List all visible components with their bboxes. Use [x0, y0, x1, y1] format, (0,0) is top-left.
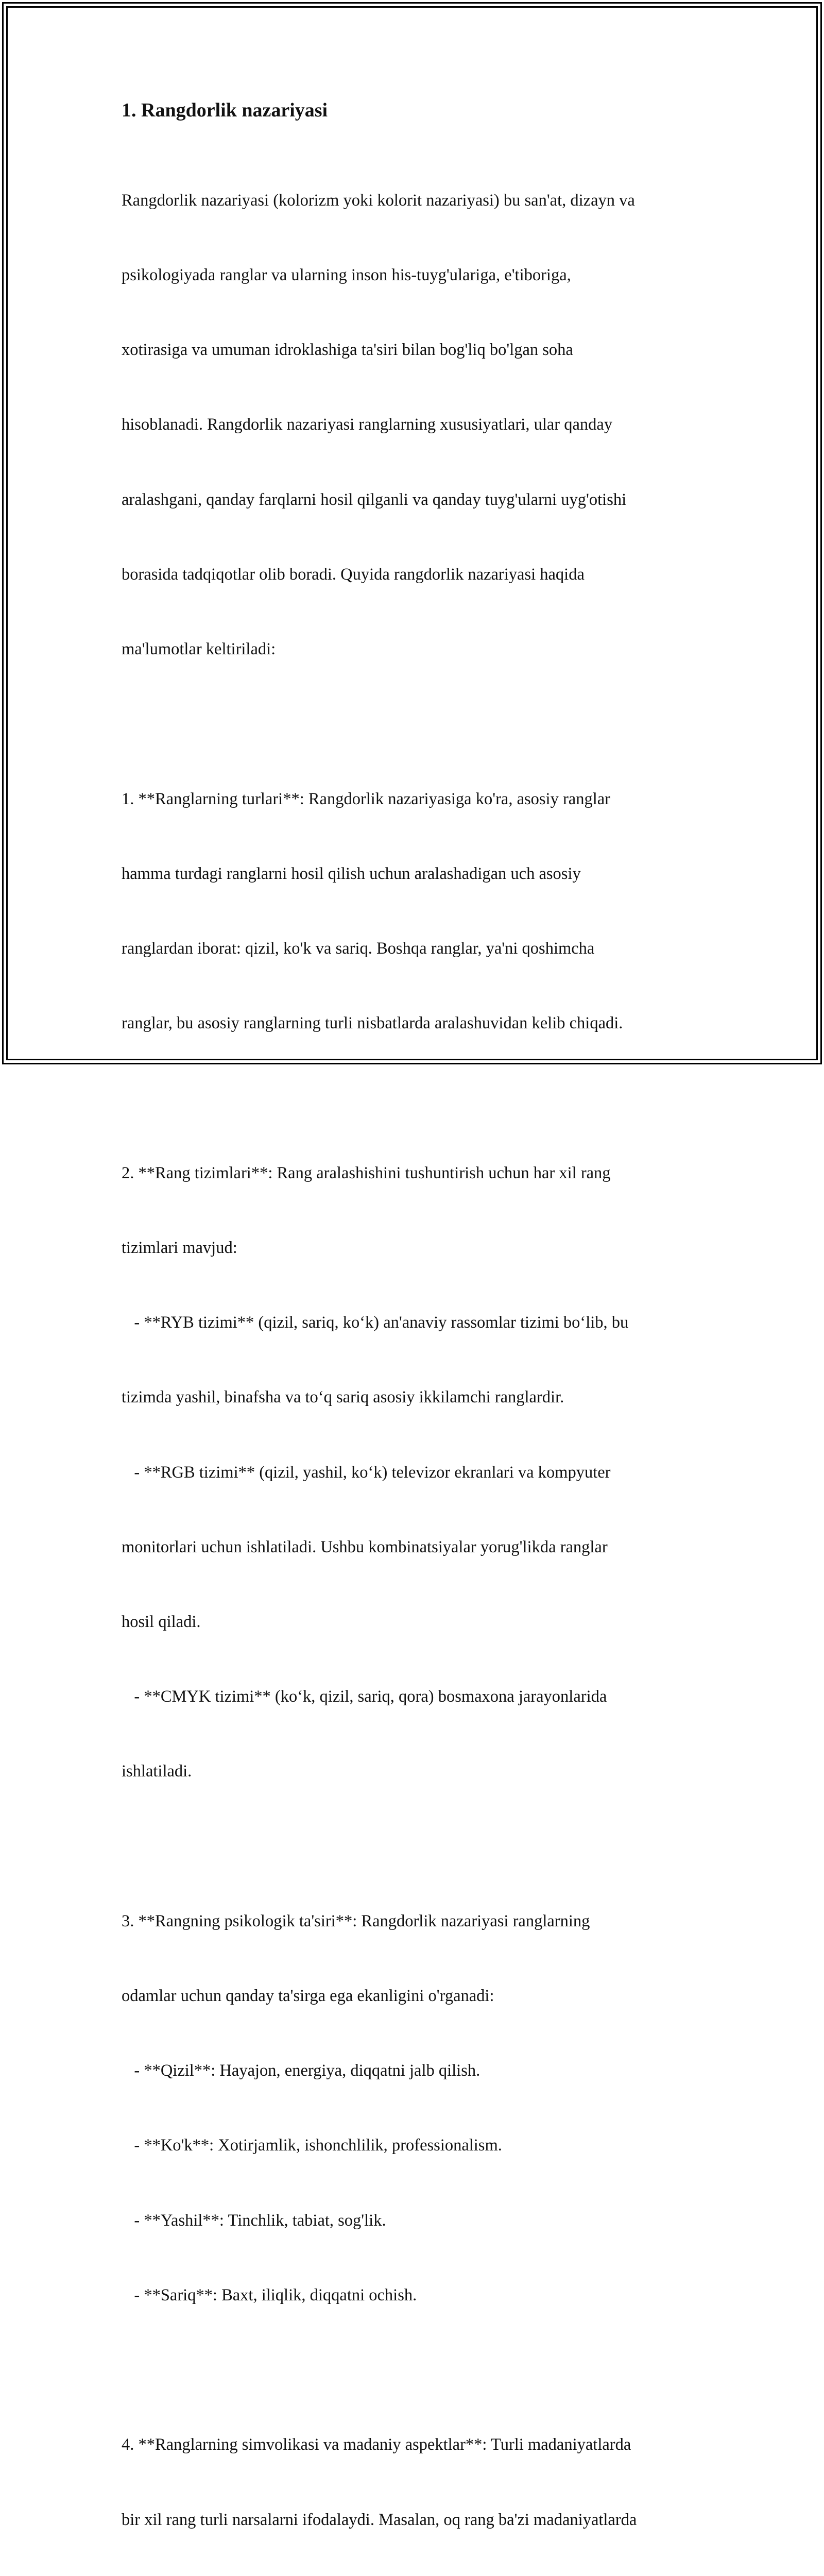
- text-line: 2. **Rang tizimlari**: Rang aralashishini tushuntirish uchun har xil rang: [122, 1161, 714, 1185]
- list-item: - **Qizil**: Hayajon, energiya, diqqatni jalb qilish.: [122, 2058, 714, 2083]
- text-line: hisoblanadi. Rangdorlik nazariyasi ranglarning xususiyatlari, ular qanday: [122, 412, 714, 437]
- paragraph-spacer: [122, 711, 714, 736]
- text-line: ranglardan iborat: qizil, ko'k va sariq. Boshqa ranglar, ya'ni qoshimcha: [122, 936, 714, 961]
- text-line: 4. **Ranglarning simvolikasi va madaniy aspektlar**: Turli madaniyatlarda: [122, 2432, 714, 2457]
- text-line: bir xil rang turli narsalarni ifodalaydi. Masalan, oq rang ba'zi madaniyatlarda: [122, 2507, 714, 2532]
- list-item: - **Sariq**: Baxt, iliqlik, diqqatni ochish.: [122, 2283, 714, 2308]
- section-colour-types: [122, 737, 714, 1086]
- document-body: [122, 97, 714, 2576]
- section-colour-systems: [122, 1111, 714, 1834]
- text-line: hamma turdagi ranglarni hosil qilish uchun aralashadigan uch asosiy: [122, 861, 714, 886]
- list-item: - **Yashil**: Tinchlik, tabiat, sog'lik.: [122, 2208, 714, 2233]
- list-item: - **Ko'k**: Xotirjamlik, ishonchlilik, professionalism.: [122, 2133, 714, 2158]
- paragraph-spacer: [122, 1086, 714, 1110]
- text-line: Rangdorlik nazariyasi (kolorizm yoki kolorit nazariyasi) bu san'at, dizayn va: [122, 188, 714, 213]
- list-item: - **RGB tizimi** (qizil, yashil, ko‘k) televizor ekranlari va kompyuter: [122, 1460, 714, 1485]
- text-line: hosil qiladi.: [122, 1609, 714, 1634]
- text-line: tizimlari mavjud:: [122, 1235, 714, 1260]
- text-line: borasida tadqiqotlar olib boradi. Quyida rangdorlik nazariyasi haqida: [122, 562, 714, 587]
- text-line: aralashgani, qanday farqlarni hosil qilganli va qanday tuyg'ularni uyg'otishi: [122, 487, 714, 512]
- text-line: monitorlari uchun ishlatiladi. Ushbu kombinatsiyalar yorug'likda ranglar: [122, 1535, 714, 1560]
- paragraph-spacer: [122, 1834, 714, 1859]
- list-item: - **RYB tizimi** (qizil, sariq, ko‘k) an'anaviy rassomlar tizimi bo‘lib, bu: [122, 1310, 714, 1335]
- paragraph-spacer: [122, 2358, 714, 2382]
- section-psychological-effect: [122, 1859, 714, 2358]
- text-line: odamlar uchun qanday ta'sirga ega ekanligini o'rganadi:: [122, 1984, 714, 2008]
- intro-paragraph: [122, 138, 714, 711]
- section-symbolism: [122, 2383, 714, 2576]
- text-line: 1. **Ranglarning turlari**: Rangdorlik nazariyasiga ko'ra, asosiy ranglar: [122, 787, 714, 811]
- list-item: - **CMYK tizimi** (ko‘k, qizil, sariq, qora) bosmaxona jarayonlarida: [122, 1684, 714, 1709]
- text-line: 3. **Rangning psikologik ta'siri**: Rangdorlik nazariyasi ranglarning: [122, 1909, 714, 1934]
- text-line: ma'lumotlar keltiriladi:: [122, 637, 714, 662]
- text-line: ishlatiladi.: [122, 1759, 714, 1784]
- text-line: tizimda yashil, binafsha va to‘q sariq asosiy ikkilamchi ranglardir.: [122, 1385, 714, 1410]
- document-title: 1. Rangdorlik nazariyasi: [122, 97, 714, 124]
- text-line: xotirasiga va umuman idroklashiga ta'siri bilan bog'liq bo'lgan soha: [122, 337, 714, 362]
- text-line: ranglar, bu asosiy ranglarning turli nisbatlarda aralashuvidan kelib chiqadi.: [122, 1011, 714, 1036]
- text-line: psikologiyada ranglar va ularning inson his-tuyg'ulariga, e'tiboriga,: [122, 263, 714, 287]
